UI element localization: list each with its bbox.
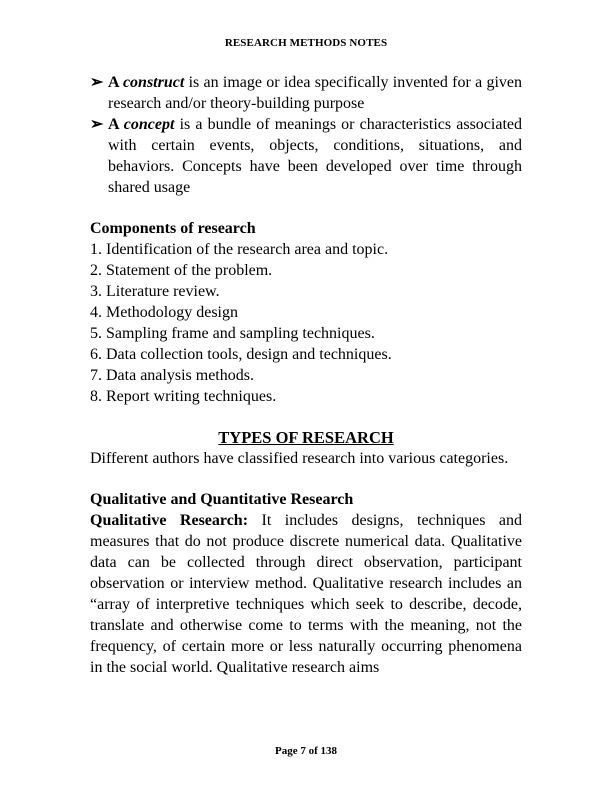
bullet-lead: A (108, 74, 123, 91)
types-title: TYPES OF RESEARCH (218, 427, 394, 447)
qual-quant-heading: Qualitative and Quantitative Research (90, 491, 354, 509)
bullet-lead: A (108, 115, 124, 133)
components-heading: Components of research (90, 220, 256, 238)
arrow-bullet-icon: ➢ (90, 74, 104, 91)
components-item: 3. Literature review. (90, 283, 220, 301)
qualitative-paragraph (90, 511, 522, 678)
types-intro: Different authors have classified research into various categories. (90, 449, 509, 467)
components-item: 4. Methodology design (90, 304, 238, 322)
term-concept: concept (123, 115, 175, 133)
arrow-bullet-icon: ➢ (90, 115, 104, 133)
components-item: 6. Data collection tools, design and techniques. (90, 345, 392, 363)
bullet-concept (90, 115, 522, 199)
qualitative-lead: Qualitative Research: (90, 512, 249, 530)
components-item: 5. Sampling frame and sampling techniques. (90, 324, 375, 342)
components-item: 2. Statement of the problem. (90, 262, 273, 280)
components-item: 8. Report writing techniques. (90, 387, 277, 405)
page-body (90, 73, 522, 679)
qualitative-body: It includes designs, techniques and measures that do not produce discrete numerical data. Qualitative data can be collected through direct observation, participant observation or interview method. Qualitative research includes an “array of interpretive techniques which seek to describe, decode, translate and otherwise come to terms with the meaning, not the frequency, of certain more or less naturally occurring phenomena in the social world. Qualitative research aims (90, 512, 522, 676)
bullet-construct (90, 73, 522, 115)
page-number: Page 7 of 138 (274, 745, 337, 757)
components-item: 1. Identification of the research area and topic. (90, 241, 389, 259)
bullet-text: is a bundle of meanings or characteristics associated with certain events, objects, conditions, situations, and behaviors. Concepts have been developed over time through shared usage (108, 115, 522, 196)
running-header: RESEARCH METHODS NOTES (224, 37, 388, 49)
components-item: 7. Data analysis methods. (90, 366, 254, 384)
term-construct: construct (122, 74, 185, 91)
bullet-text: is an image or idea specifically invented for a given research and/or theory-building purpose (108, 74, 523, 112)
